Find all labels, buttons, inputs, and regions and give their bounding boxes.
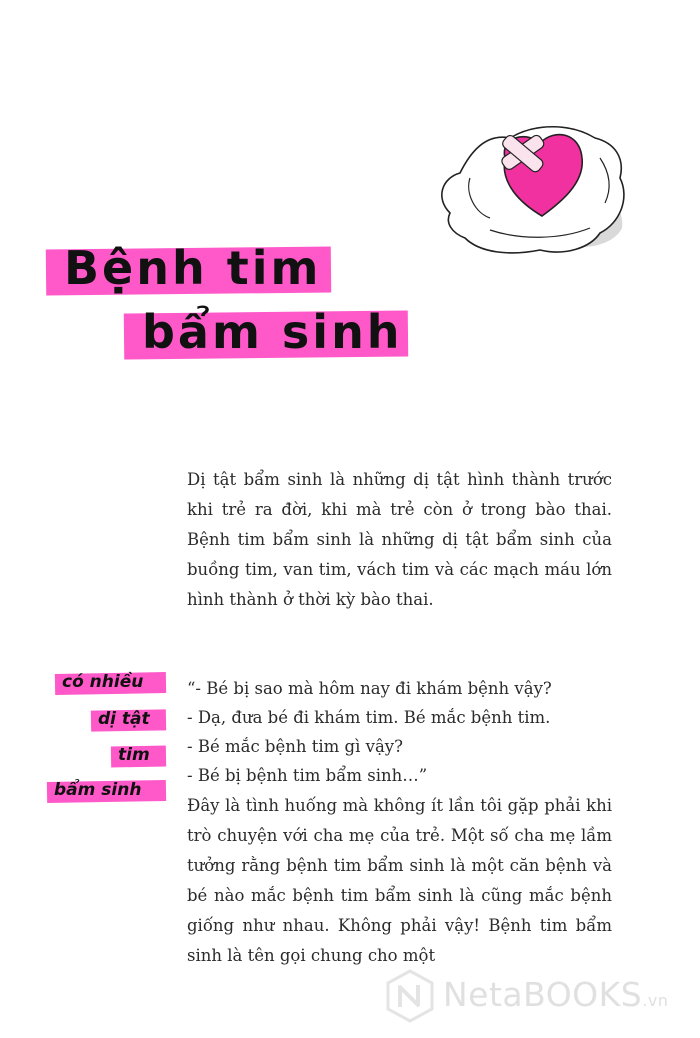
body-paragraph: Đây là tình huống mà không ít lần tôi gặp phải khi trò chuyện với cha mẹ của trẻ. Một số cha mẹ lầm tưởng rằng bệnh tim bẩm sinh là một căn bệnh và bé nào mắc bệnh tim bẩm sinh là cũng mắc bệnh giống như nhau. Không phải vậy! Bệnh tim bẩm sinh là tên gọi chung cho một	[187, 796, 612, 965]
title-text-2: bẩm sinh	[142, 305, 403, 359]
dialogue-line: “- Bé bị sao mà hôm nay đi khám bệnh vậy?	[187, 679, 552, 698]
title-text-1: Bệnh tim	[64, 241, 322, 295]
side-note-line-2: dị tật	[91, 707, 166, 733]
watermark	[385, 965, 685, 1027]
netabooks-logo-icon	[385, 969, 435, 1023]
side-note-line-3: tim	[111, 743, 166, 769]
dialogue-list	[187, 674, 612, 790]
side-note-line-1: có nhiều	[55, 670, 166, 696]
side-note-line-4: bẩm sinh	[47, 778, 166, 804]
dialogue-line: - Dạ, đưa bé đi khám tim. Bé mắc bệnh tim.	[187, 708, 551, 727]
page-title-line-1	[46, 242, 331, 298]
watermark-text: NetaBOOKS.vn	[443, 975, 669, 1014]
dialogue-line: - Bé bị bệnh tim bẩm sinh…”	[187, 766, 428, 785]
page-title-line-2	[124, 306, 408, 362]
bandaged-heart-illustration	[430, 118, 640, 263]
dialogue-line: - Bé mắc bệnh tim gì vậy?	[187, 737, 403, 756]
intro-paragraph: Dị tật bẩm sinh là những dị tật hình thành trước khi trẻ ra đời, khi mà trẻ còn ở trong bào thai. Bệnh tim bẩm sinh là những dị tật bẩm sinh của buồng tim, van tim, vách tim và các mạch máu lớn hình thành ở thời kỳ bào thai.	[187, 470, 612, 609]
